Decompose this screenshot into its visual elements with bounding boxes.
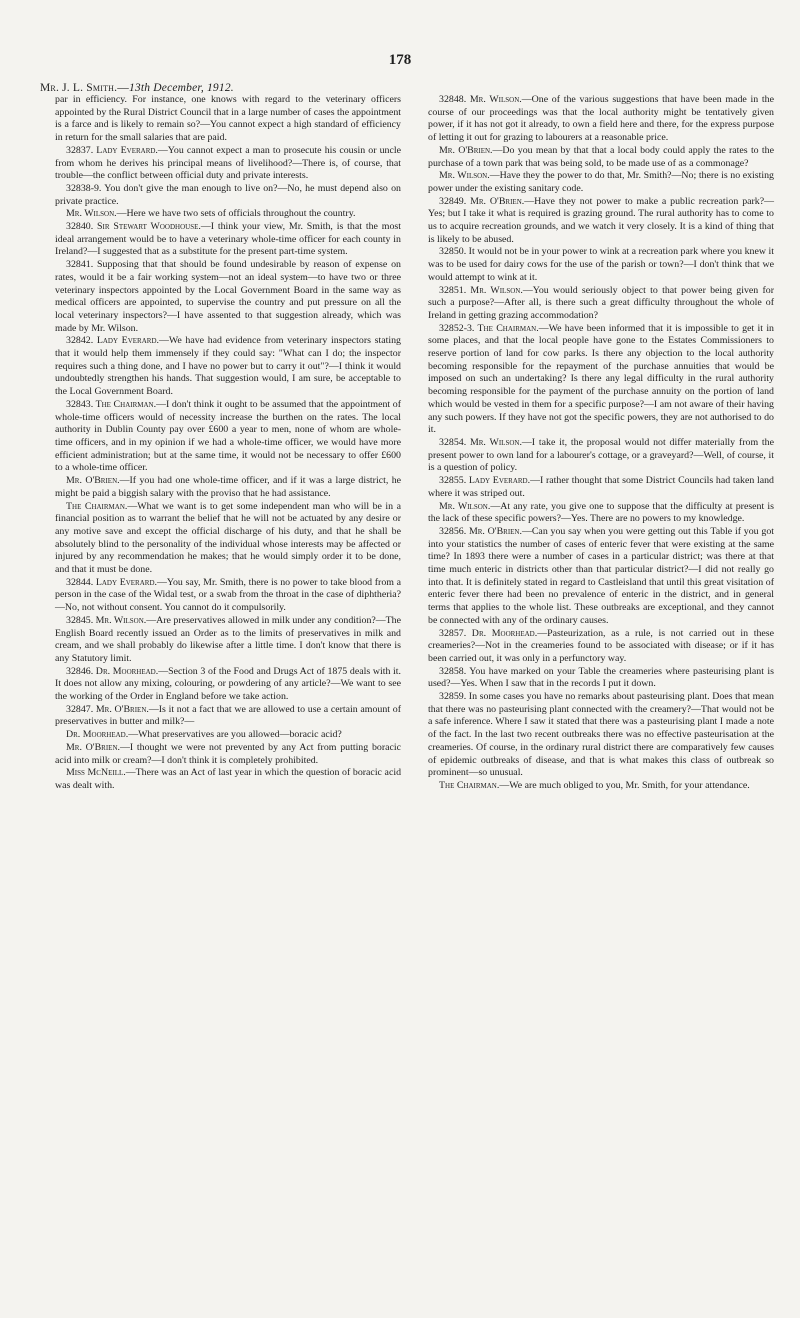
testimony-paragraph — [428, 170, 774, 195]
paragraph-text: —There was an Act of last year in which the question of boracic acid was dealt with. — [55, 767, 402, 791]
testimony-paragraph — [55, 259, 401, 335]
testimony-paragraph — [55, 335, 401, 399]
testimony-paragraph — [55, 145, 401, 183]
head-separator: — — [117, 82, 129, 94]
paragraph-text: —I take it, the proposal would not differ materially from the present power to own land for a labourer's cottage, or a graveyard?—Well, of course, it is a question of policy. — [428, 436, 774, 474]
speaker-label: 32845. Mr. Wilson. — [66, 614, 147, 626]
testimony-paragraph — [428, 145, 774, 170]
paragraph-text: —We have been informed that it is impossible to get it in some places, and that the local people have gone to the Estates Commissioners to reserve portion of land for cow parks. Is there any objection to the local authority becoming responsible for the repayment of the purchase annuities that would be imposed on such an undertaking? Is there any legal difficulty in the rural authority becoming responsible for the payment of the purchase annuity on the portion of land which would be vested in them for a specific purpose?—I am not aware of their having any such powers. If they have not got the specific powers, they are not authorised to do it. — [428, 322, 774, 436]
testimony-paragraph — [55, 729, 401, 742]
paragraph-text: 32838-9. You don't give the man enough to live on?—No, he must depend also on private practice. — [55, 182, 401, 207]
speaker-label: 32854. Mr. Wilson. — [439, 436, 522, 448]
testimony-paragraph — [428, 285, 774, 323]
paragraph-text: —Here we have two sets of officials throughout the country. — [116, 208, 356, 220]
left-column — [55, 94, 401, 793]
paragraph-text: —One of the various suggestions that have been made in the course of our proceedings was that the local authority might be tentatively given power, if it has not got it already, to own a field here and there, for the express purpose of letting it out for grazing to labourers at a reasonable price. — [428, 94, 774, 144]
speaker-label: 32847. Mr. O'Brien. — [66, 703, 149, 715]
paragraph-text: 32841. Supposing that that should be found undesirable by reason of expense on rates, would it be a fair working system—not an ideal system—to have two or three veterinary inspectors appointed by the Local Government Board in the same way as medical officers are appointed, to supervise the country and put pressure on all the local veterinary inspectors?—I have assented to that suggestion already, which was made by Mr. Wilson. — [55, 259, 401, 334]
testimony-paragraph — [428, 94, 774, 145]
testimony-paragraph — [428, 437, 774, 475]
testimony-paragraph — [428, 780, 774, 793]
testimony-paragraph — [428, 246, 774, 284]
testimony-paragraph — [55, 577, 401, 615]
testimony-paragraph — [55, 183, 401, 208]
speaker-label: 32842. Lady Everard. — [66, 335, 159, 347]
testimony-paragraph — [55, 767, 401, 792]
speaker-label: 32855. Lady Everard. — [439, 475, 531, 487]
testimony-paragraph — [55, 221, 401, 259]
testimony-paragraph — [55, 94, 401, 145]
paragraph-text: —I don't think it ought to be assumed that the appointment of whole-time officers would of necessity increase the burthen on the rates. The local authority in Dublin County pay over £600 a year to men, none of whom are whole-time officers, and in my opinion if we had a whole-time officer, we would have more efficient administration; but at the same time, it would not be necessary to offer £600 to a whole-time officer. — [55, 398, 401, 474]
speaker-label: 32840. Sir Stewart Woodhouse. — [66, 221, 201, 233]
speaker-label: Mr. Wilson. — [66, 208, 117, 220]
speaker-label: 32849. Mr. O'Brien. — [439, 195, 525, 207]
testimony-paragraph — [55, 615, 401, 666]
speaker-label: Mr. O'Brien. — [66, 741, 120, 753]
paragraph-text: 32859. In some cases you have no remarks about pasteurising plant. Does that mean that there was no pasteurising plant connected with the creamery?—That would not be a safe inference. Where I saw it stated that there was a pasteurising plant I made a note of the fact. In the last two recent outbreaks there was no effective pasteurisation at the creameries. Of course, in the ordinary rural district there are comparatively few causes of epidemic outbreaks of disease, and that is what makes this class of outbreak so prominent—so unusual. — [428, 691, 774, 779]
paragraph-text: —I thought we were not prevented by any Act from putting boracic acid into milk or cream?—I don't think it is completely prohibited. — [55, 741, 402, 766]
testimony-paragraph — [55, 742, 401, 767]
testimony-paragraph — [428, 501, 774, 526]
paragraph-text: —Section 3 of the Food and Drugs Act of 1875 deals with it. It does not allow any mixing, colouring, or powdering of any article?—We want to see the working of the Order in England before we take action. — [55, 665, 401, 703]
paragraph-text: —Do you mean by that that a local body could apply the rates to the purchase of a town park that was being sold, to be made use of as a commonage? — [428, 144, 774, 169]
paragraph-text: 32850. It would not be in your power to wink at a recreation park where you knew it was to be used for dairy cows for the use of the parish or town?—I don't think that we would attempt to wink at it. — [428, 246, 774, 283]
testimony-paragraph — [428, 196, 774, 247]
testimony-paragraph — [428, 691, 774, 780]
testimony-paragraph — [428, 323, 774, 437]
speaker-label: 32851. Mr. Wilson. — [439, 284, 523, 296]
paragraph-text: —You cannot expect a man to prosecute his cousin or uncle from whom he derives his principal means of livelihood?—There is, of course, that trouble—the conflict between official duty and private interests. — [55, 144, 401, 182]
paragraph-text: —What we want is to get some independent man who will be in a financial position as to warrant the belief that he will not be actuated by any desire or any motive save and except the official discharge of his duty, and that he shall be absolutely blind to the personality of the individual whose interests may be affected or injured by any recommendation he makes; that he would simply order it to be done, and that it must be done. — [55, 500, 401, 576]
paragraph-text: —What preservatives are you allowed—boracic acid? — [128, 729, 342, 741]
paragraph-text: —Pasteurization, as a rule, is not carried out in these creameries?—Not in the creameries found to be associated with disease; or if it has been carried out, it was only in a perfunctory way. — [428, 627, 774, 664]
speaker-label: 32852-3. The Chairman. — [439, 322, 539, 334]
testimony-paragraph — [55, 208, 401, 221]
speaker-label: Dr. Moorhead. — [66, 729, 129, 741]
speaker-label: 32844. Lady Everard. — [66, 576, 157, 588]
testimony-paragraph — [55, 666, 401, 704]
testimony-paragraph — [428, 628, 774, 666]
speaker-label: The Chairman. — [439, 779, 500, 791]
testimony-paragraph — [428, 526, 774, 628]
speaker-label: Miss McNeill. — [66, 767, 126, 779]
speaker-label: 32843. The Chairman. — [66, 398, 157, 410]
speaker-label: Mr. O'Brien. — [439, 144, 493, 156]
speaker-label: 32837. Lady Everard. — [66, 144, 158, 156]
speaker-label: 32857. Dr. Moorhead. — [439, 627, 538, 639]
paragraph-text: —Have they the power to do that, Mr. Smith?—No; there is no existing power under the existing sanitary code. — [428, 170, 774, 194]
paragraph-text: par in efficiency. For instance, one knows with regard to the veterinary officers appointed by the Rural District Council that in a large number of cases the appointment is a farce and is likely to remain so?—You cannot expect a high standard of efficiency in return for the small salaries that are paid. — [55, 94, 401, 144]
testimony-paragraph — [428, 666, 774, 691]
paragraph-text: —We have had evidence from veterinary inspectors stating that it would help them immensely if they could say: "What can I do; the inspector requires such a thing done, and I have no power but to carry it out"?—I think it would undoubtedly strengthen his hands. That suggestion would, I am sure, be acceptable to the Local Government Board. — [55, 335, 401, 398]
speaker-label: 32856. Mr. O'Brien. — [439, 525, 522, 537]
testimony-paragraph — [55, 501, 401, 577]
paragraph-text: —Have they not power to make a public recreation park?—Yes; but I take it what is required is grazing ground. The rural authority has to come to us to acquire recreation grounds, and we watch it very closely. It is a kind of thing that is likely to be abused. — [428, 195, 774, 245]
paragraph-text: —Can you say when you were getting out this Table if you got into your statistics the number of cases of enteric fever that were existing at the same time? In 1893 there were a number of cases in a particular district; was there at that time much enteric in districts other than that particular district?—I did not really go into that. It is definitely stated in regard to Castleisland that until this great visitation of enteric fever there had been no prevalence of enteric in the district, and in general terms that applies to the whole list. These outbreaks are exceptional, and they cannot be connected with any of the ordinary causes. — [428, 525, 774, 626]
paragraph-text: —If you had one whole-time officer, and if it was a large district, he might be paid a biggish salary with the proviso that he had assistance. — [55, 475, 402, 499]
paragraph-text: —We are much obliged to you, Mr. Smith, for your attendance. — [499, 779, 750, 791]
running-head — [40, 82, 234, 94]
paragraph-text: —Are preservatives allowed in milk under any condition?—The English Board recently issued an Order as to the limits of preservatives in milk and cream, and we shall probably do likewise after a little time. I don't know that there is any Statutory limit. — [55, 614, 401, 664]
paragraph-text: —Is it not a fact that we are allowed to use a certain amount of preservatives in butter and milk?— — [55, 703, 401, 728]
paragraph-text: —I think your view, Mr. Smith, is that the most ideal arrangement would be to have a veterinary whole-time officer for each county in Ireland?—I suggested that as a substitute for the present part-time system. — [55, 221, 402, 258]
speaker-label: The Chairman. — [66, 500, 128, 512]
paragraph-text: 32858. You have marked on your Table the creameries where pasteurising plant is used?—Yes. When I saw that in the records I put it down. — [428, 665, 774, 690]
testimony-paragraph — [55, 475, 401, 500]
paragraph-text: —I rather thought that some District Councils had taken land where it was striped out. — [428, 475, 774, 499]
witness-name: Mr. J. L. Smith. — [40, 82, 118, 94]
paragraph-text: —You say, Mr. Smith, there is no power to take blood from a person in the case of the Widal test, or a swab from the throat in the case of diphtheria?—No, not without consent. You cannot do it compulsorily. — [55, 576, 401, 614]
hearing-date: 13th December, 1912. — [128, 82, 234, 94]
testimony-paragraph — [55, 399, 401, 475]
speaker-label: Mr. Wilson. — [439, 500, 491, 512]
paragraph-text: —At any rate, you give one to suppose that the difficulty at present is the lack of these specific powers?—Yes. There are no powers to my knowledge. — [428, 500, 774, 525]
right-column — [428, 94, 774, 793]
speaker-label: Mr. O'Brien. — [66, 475, 120, 487]
speaker-label: Mr. Wilson. — [439, 170, 490, 182]
testimony-paragraph — [428, 475, 774, 500]
paragraph-text: —You would seriously object to that power being given for such a purpose?—After all, is there such a great difficulty throughout the whole of Ireland in getting grazing accommodation? — [428, 284, 774, 321]
page-number: 178 — [388, 52, 412, 68]
speaker-label: 32846. Dr. Moorhead. — [66, 665, 159, 677]
testimony-paragraph — [55, 704, 401, 729]
speaker-label: 32848. Mr. Wilson. — [439, 94, 522, 105]
